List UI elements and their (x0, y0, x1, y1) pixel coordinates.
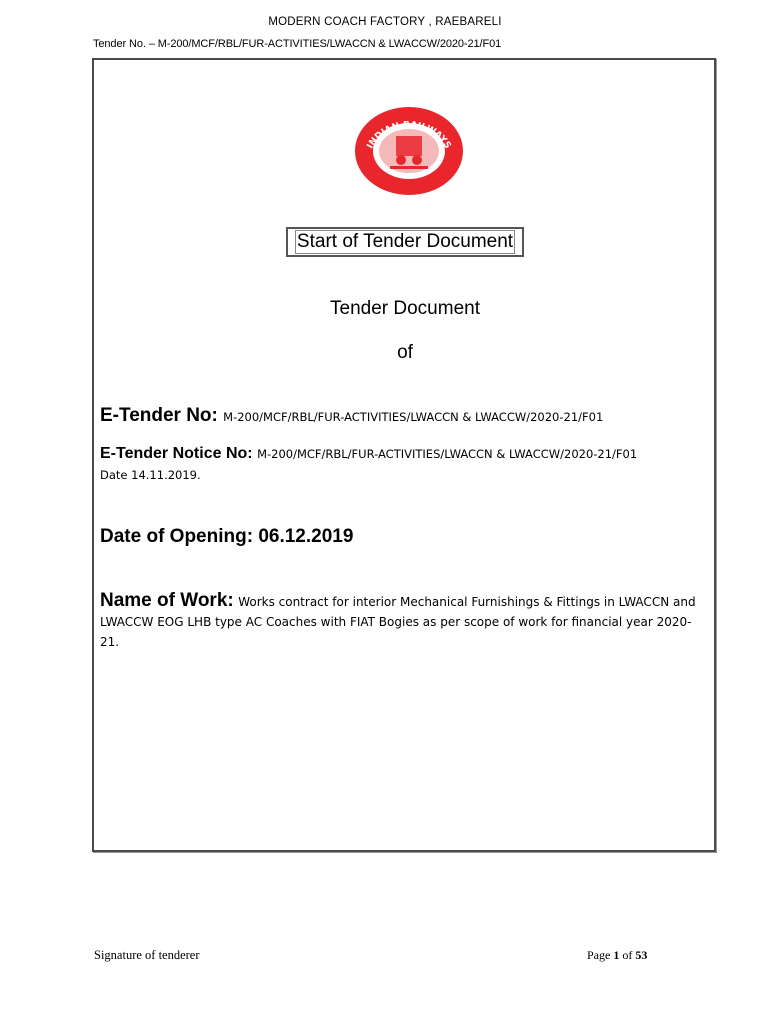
date-of-opening: Date of Opening: 06.12.2019 (100, 526, 354, 547)
header-tender-number: Tender No. – M-200/MCF/RBL/FUR-ACTIVITIES/LWACCN & LWACCW/2020-21/F01 (93, 38, 502, 50)
start-label-text: Start of Tender Document (296, 231, 514, 252)
page-number (587, 948, 647, 963)
header-organization: MODERN COACH FACTORY , RAEBARELI (268, 16, 502, 28)
page-total: 53 (635, 948, 648, 962)
etender-number-row (100, 405, 603, 427)
work-label: Name of Work: (100, 590, 234, 611)
etender-value: M-200/MCF/RBL/FUR-ACTIVITIES/LWACCN & LWACCW/2020-21/F01 (223, 410, 604, 424)
start-of-document-label (286, 227, 524, 257)
page-of: of (622, 948, 633, 962)
signature-of-tenderer: Signature of tenderer (94, 948, 200, 962)
work-description: Works contract for interior Mechanical Furnishings & Fittings in LWACCN and LWACCW EOG LHB type AC Coaches with FIAT Bogies as per scope of work for financial year 2020-21. (100, 595, 696, 649)
notice-date: Date 14.11.2019. (100, 468, 201, 482)
svg-text:INDIAN RAILWAYS: INDIAN RAILWAYS (365, 120, 453, 151)
notice-label: E-Tender Notice No: (100, 445, 253, 462)
page-prefix: Page (587, 948, 611, 962)
indian-railways-logo (354, 106, 464, 196)
document-title-of: of (397, 342, 413, 363)
page-current: 1 (613, 948, 620, 962)
document-title: Tender Document (330, 298, 480, 319)
name-of-work (100, 591, 705, 652)
notice-value: M-200/MCF/RBL/FUR-ACTIVITIES/LWACCN & LWACCW/2020-21/F01 (257, 447, 638, 461)
etender-label: E-Tender No: (100, 405, 218, 426)
etender-notice-row (100, 445, 637, 463)
